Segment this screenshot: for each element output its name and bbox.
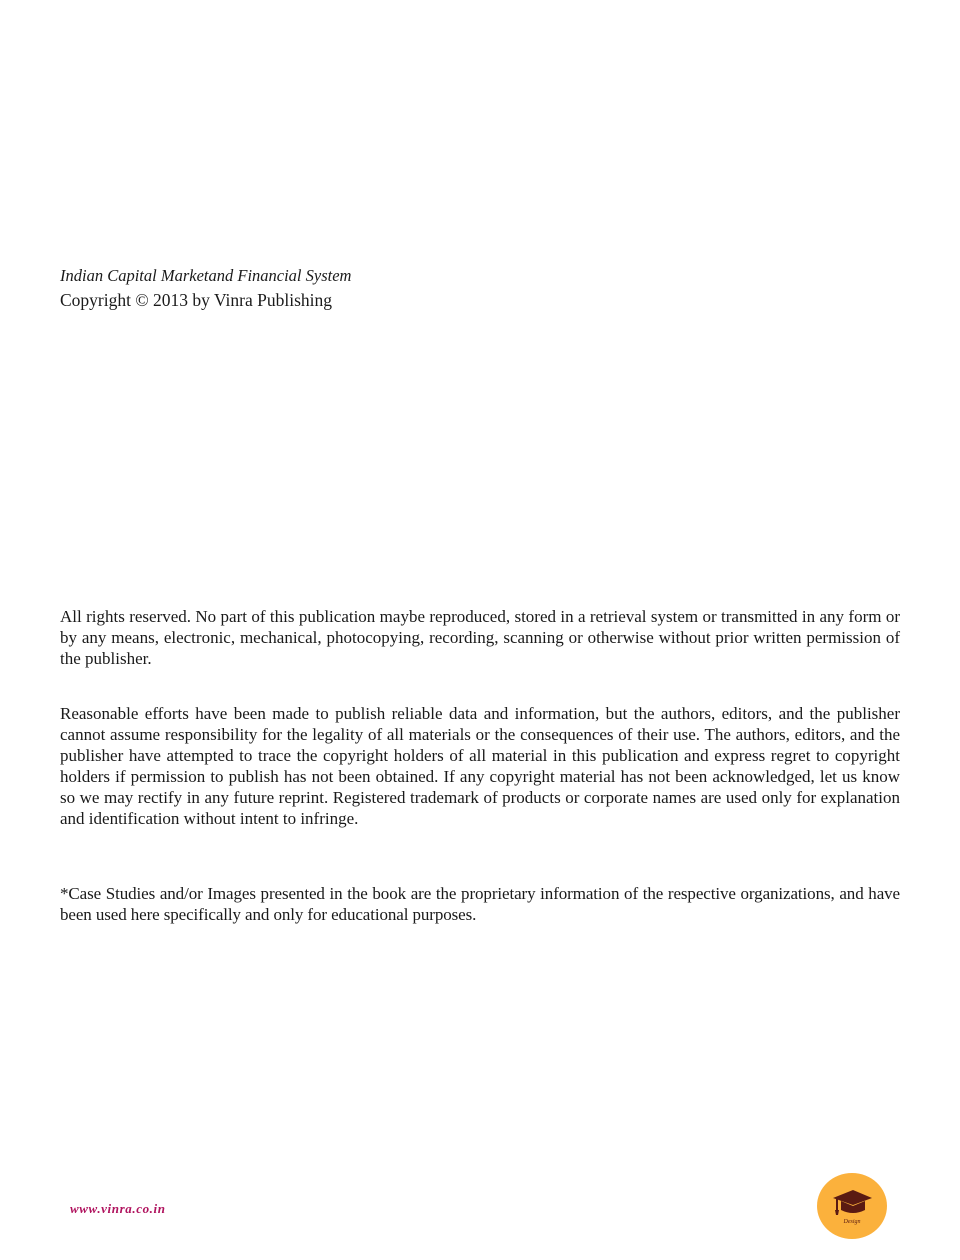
rights-reserved-paragraph: All rights reserved. No part of this publication maybe reproduced, stored in a retrieval system or transmitted in any form or by any means, electronic, mechanical, photocopying, recording, scanning or otherwise without prior written permission of the publisher. (60, 607, 900, 668)
publisher-website-link[interactable]: www.vinra.co.in (70, 1201, 166, 1216)
book-title: Indian Capital Marketand Financial System (60, 266, 352, 285)
disclaimer-paragraph: Reasonable efforts have been made to publish reliable data and information, but the authors, editors, and the publisher cannot assume responsibility for the legality of all materials or the consequences of their use. The authors, editors, and the publisher have attempted to trace the copyright holders of all material in this publication and express regret to copyright holders if permission to publish has not been obtained. If any copyright material has not been acknowledged, let us know so we may rectify in any future reprint. Registered trademark of products or corporate names are used only for explanation and identification without intent to infringe. (60, 704, 900, 828)
svg-text:Design: Design (843, 1219, 861, 1225)
case-studies-paragraph: *Case Studies and/or Images presented in the book are the proprietary information of the respective organizations, and have been used here specifically and only for educational purposes. (60, 884, 900, 924)
graduation-cap-icon (829, 1186, 875, 1226)
title-block (60, 265, 660, 313)
copyright-line: Copyright © 2013 by Vinra Publishing (60, 290, 333, 310)
publisher-logo (817, 1173, 887, 1239)
